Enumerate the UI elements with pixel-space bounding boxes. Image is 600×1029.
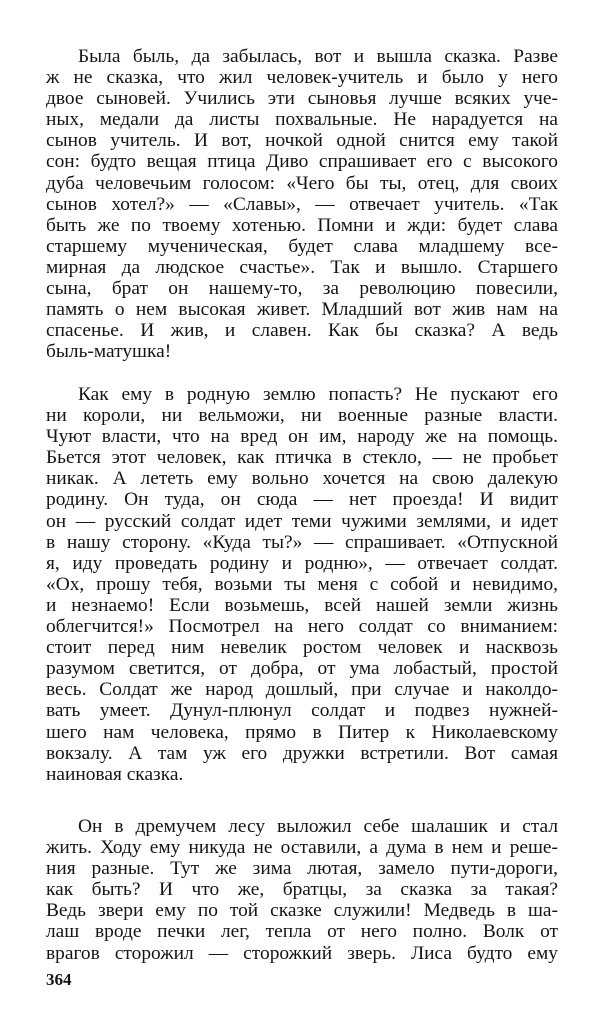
text-line: никак. А лететь ему вольно хочется на свою далекую [46, 468, 558, 490]
text-line: жить. Ходу ему никуда не оставили, а дума в нем и реше- [46, 837, 558, 859]
text-line: спасенье. И жив, и славен. Как бы сказка? А ведь [46, 320, 558, 342]
text-line: память о нем высокая живет. Младший вот жив нам на [46, 299, 558, 321]
page-number: 364 [46, 970, 72, 989]
text-line: сынов учитель. И вот, ночкой одной снится ему такой [46, 130, 558, 152]
text-line: шего нам человека, прямо в Питер к Николаевскому [46, 721, 558, 743]
text-line: ни короли, ни вельможи, ни военные разные власти. [46, 405, 558, 427]
paragraph-2 [46, 384, 558, 785]
text-line: вокзалу. А там уж его дружки встретили. Вот самая [46, 742, 558, 764]
text-line: Бьется этот человек, как птичка в стекло, — не пробьет [46, 447, 558, 469]
text-line: мирная да людское счастье». Так и вышло. Старшего [46, 256, 558, 278]
paragraph-3 [46, 816, 558, 964]
text-line: стоит перед ним невелик ростом человек и насквозь [46, 637, 558, 659]
text-line: облегчится!» Посмотрел на него солдат со вниманием: [46, 616, 558, 638]
text-line: дуба человечьим голосом: «Чего бы ты, отец, для своих [46, 172, 558, 194]
text-line: сынов хотел?» — «Славы», — отвечает учитель. «Так [46, 193, 558, 215]
text-line: старшему мученическая, будет слава младшему все- [46, 235, 558, 257]
text-line: вать умеет. Дунул-плюнул солдат и подвез нужней- [46, 700, 558, 722]
text-line: Была быль, да забылась, вот и вышла сказка. Разве [78, 46, 558, 67]
text-line: Как ему в родную землю попасть? Не пускают его [78, 384, 558, 405]
text-line: быль-матушка! [46, 341, 172, 363]
text-line: ных, медали да листы похвальные. Не нарадуется на [46, 109, 558, 131]
text-line: наиновая сказка. [46, 763, 184, 785]
text-line: в нашу сторону. «Куда ты?» — спрашивает. «Отпускной [46, 531, 558, 553]
text-line: ж не сказка, что жил человек-учитель и было у него [46, 67, 558, 89]
text-line: ния разные. Тут же зима лютая, замело пути-дороги, [46, 858, 558, 880]
text-line: как быть? И что же, братцы, за сказка за такая? [46, 879, 558, 901]
text-line: родину. Он туда, он сюда — нет проезда! И видит [46, 489, 558, 511]
text-line: Он в дремучем лесу выложил себе шалашик и стал [78, 816, 558, 837]
text-line: я, иду проведать родину и родню», — отвечает солдат. [46, 552, 558, 574]
paragraph-1 [46, 46, 558, 362]
text-line: Чуют власти, что на вред он им, народу же на помощь. [46, 426, 558, 448]
text-line: двое сыновей. Учились эти сыновья лучше всяких уче- [46, 88, 558, 110]
text-line: разумом светится, от добра, от ума лобастый, простой [46, 658, 558, 680]
text-line: «Ох, прошу тебя, возьми ты меня с собой и невидимо, [46, 573, 558, 595]
text-line: весь. Солдат же народ дошлый, при случае и наколдо- [46, 679, 558, 701]
text-line: лаш вроде печки лег, тепла от него полно. Волк от [46, 921, 558, 943]
text-line: быть же по твоему хотенью. Помни и жди: будет слава [46, 214, 558, 236]
text-line: и незнаемо! Если возьмешь, всей нашей земли жизнь [46, 594, 558, 616]
text-line: врагов сторожил — сторожкий зверь. Лиса будто ему [46, 942, 558, 964]
text-line: Ведь звери ему по той сказке служили! Медведь в ша- [46, 900, 558, 922]
text-line: он — русский солдат идет теми чужими землями, и идет [46, 510, 558, 532]
text-line: сон: будто вещая птица Диво спрашивает его с высокого [46, 151, 558, 173]
text-line: сына, брат он нашему-то, за революцию повесили, [46, 278, 558, 300]
